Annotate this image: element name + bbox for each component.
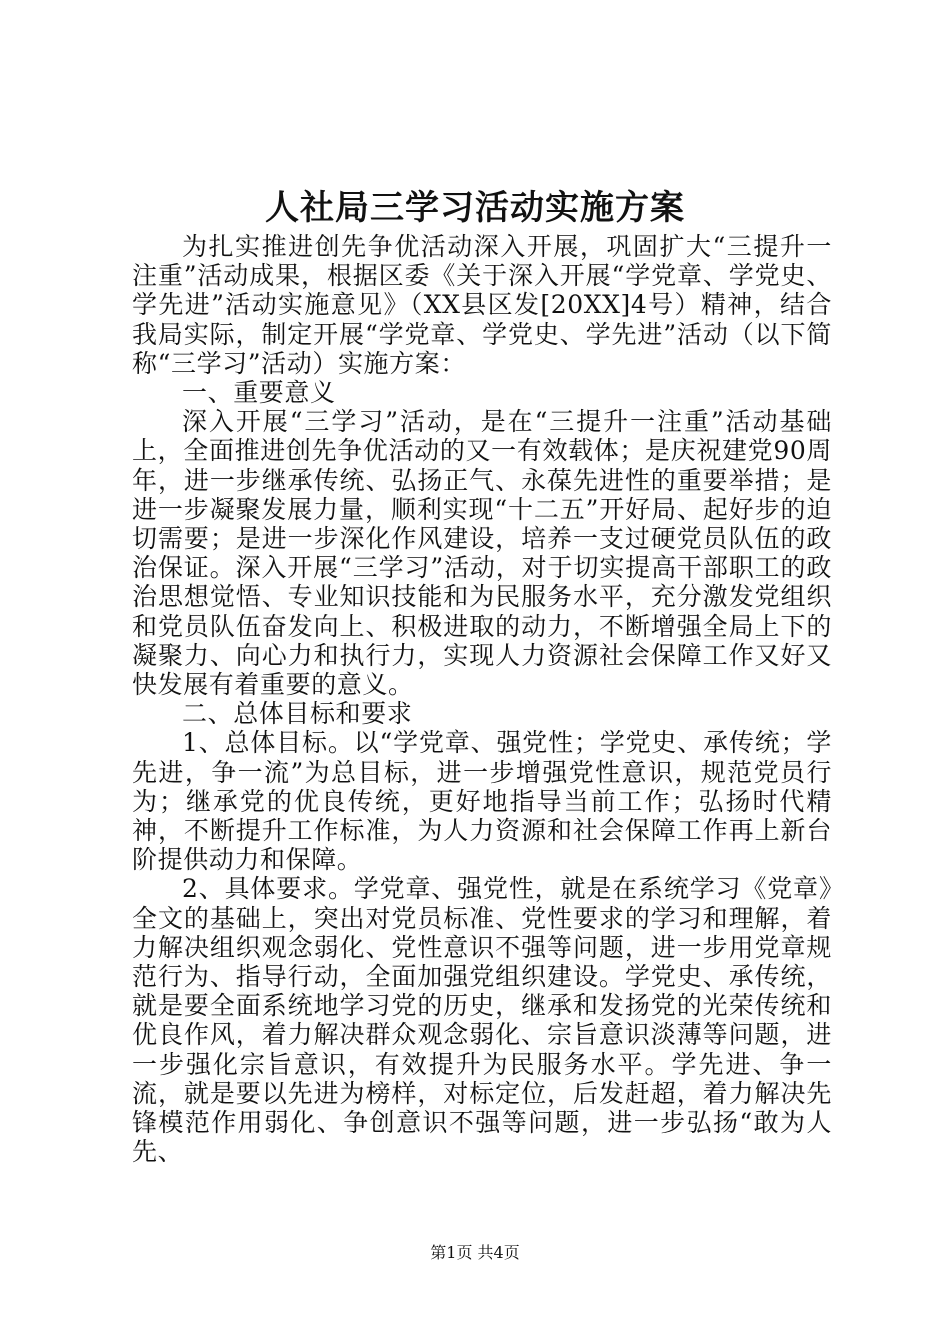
significance-paragraph: 深入开展“三学习”活动，是在“三提升一注重”活动基础上，全面推进创先争优活动的又一有效载体；是庆祝建党90周年，进一步继承传统、弘扬正气、永葆先进性的重要举措；是进一步凝聚发展力量，顺利实现“十二五”开好局、起好步的迫切需要；是进一步深化作风建设，培养一支过硬党员队伍的政治保证。深入开展“三学习”活动，对于切实提高干部职工的政治思想觉悟、专业知识技能和为民服务水平，充分激发党组织和党员队伍奋发向上、积极进取的动力，不断增强全局上下的凝聚力、向心力和执行力，实现人力资源社会保障工作又好又快发展有着重要的意义。 [132,407,832,700]
overall-goal-paragraph: 1、总体目标。以“学党章、强党性；学党史、承传统；学先进，争一流”为总目标，进一步增强党性意识，规范党员行为；继承党的优良传统，更好地指导当前工作；弘扬时代精神，不断提升工作标准，为人力资源和社会保障工作再上新台阶提供动力和保障。 [132,728,832,875]
section-heading-goals: 二、总体目标和要求 [182,699,413,729]
intro-paragraph: 为扎实推进创先争优活动深入开展，巩固扩大“三提升一注重”活动成果，根据区委《关于深入开展“学党章、学党史、学先进”活动实施意见》（XX县区发[20XX]4号）精神，结合我局实际，制定开展“学党章、学党史、学先进”活动（以下简称“三学习”活动）实施方案： [132,232,832,378]
document-body [132,232,832,1167]
specific-requirements-paragraph: 2、具体要求。学党章、强党性，就是在系统学习《党章》全文的基础上，突出对党员标准、党性要求的学习和理解，着力解决组织观念弱化、党性意识不强等问题，进一步用党章规范行为、指导行动，全面加强党组织建设。学党史、承传统，就是要全面系统地学习党的历史，继承和发扬党的光荣传统和优良作风，着力解决群众观念弱化、宗旨意识淡薄等问题，进一步强化宗旨意识，有效提升为民服务水平。学先进、争一流，就是要以先进为榜样，对标定位，后发赶超，着力解决先锋模范作用弱化、争创意识不强等问题，进一步弘扬“敢为人先、 [132,874,832,1167]
page-footer: 第1页 共4页 [430,1243,520,1262]
document-title: 人社局三学习活动实施方案 [265,188,685,228]
section-heading-significance: 一、重要意义 [182,378,336,408]
